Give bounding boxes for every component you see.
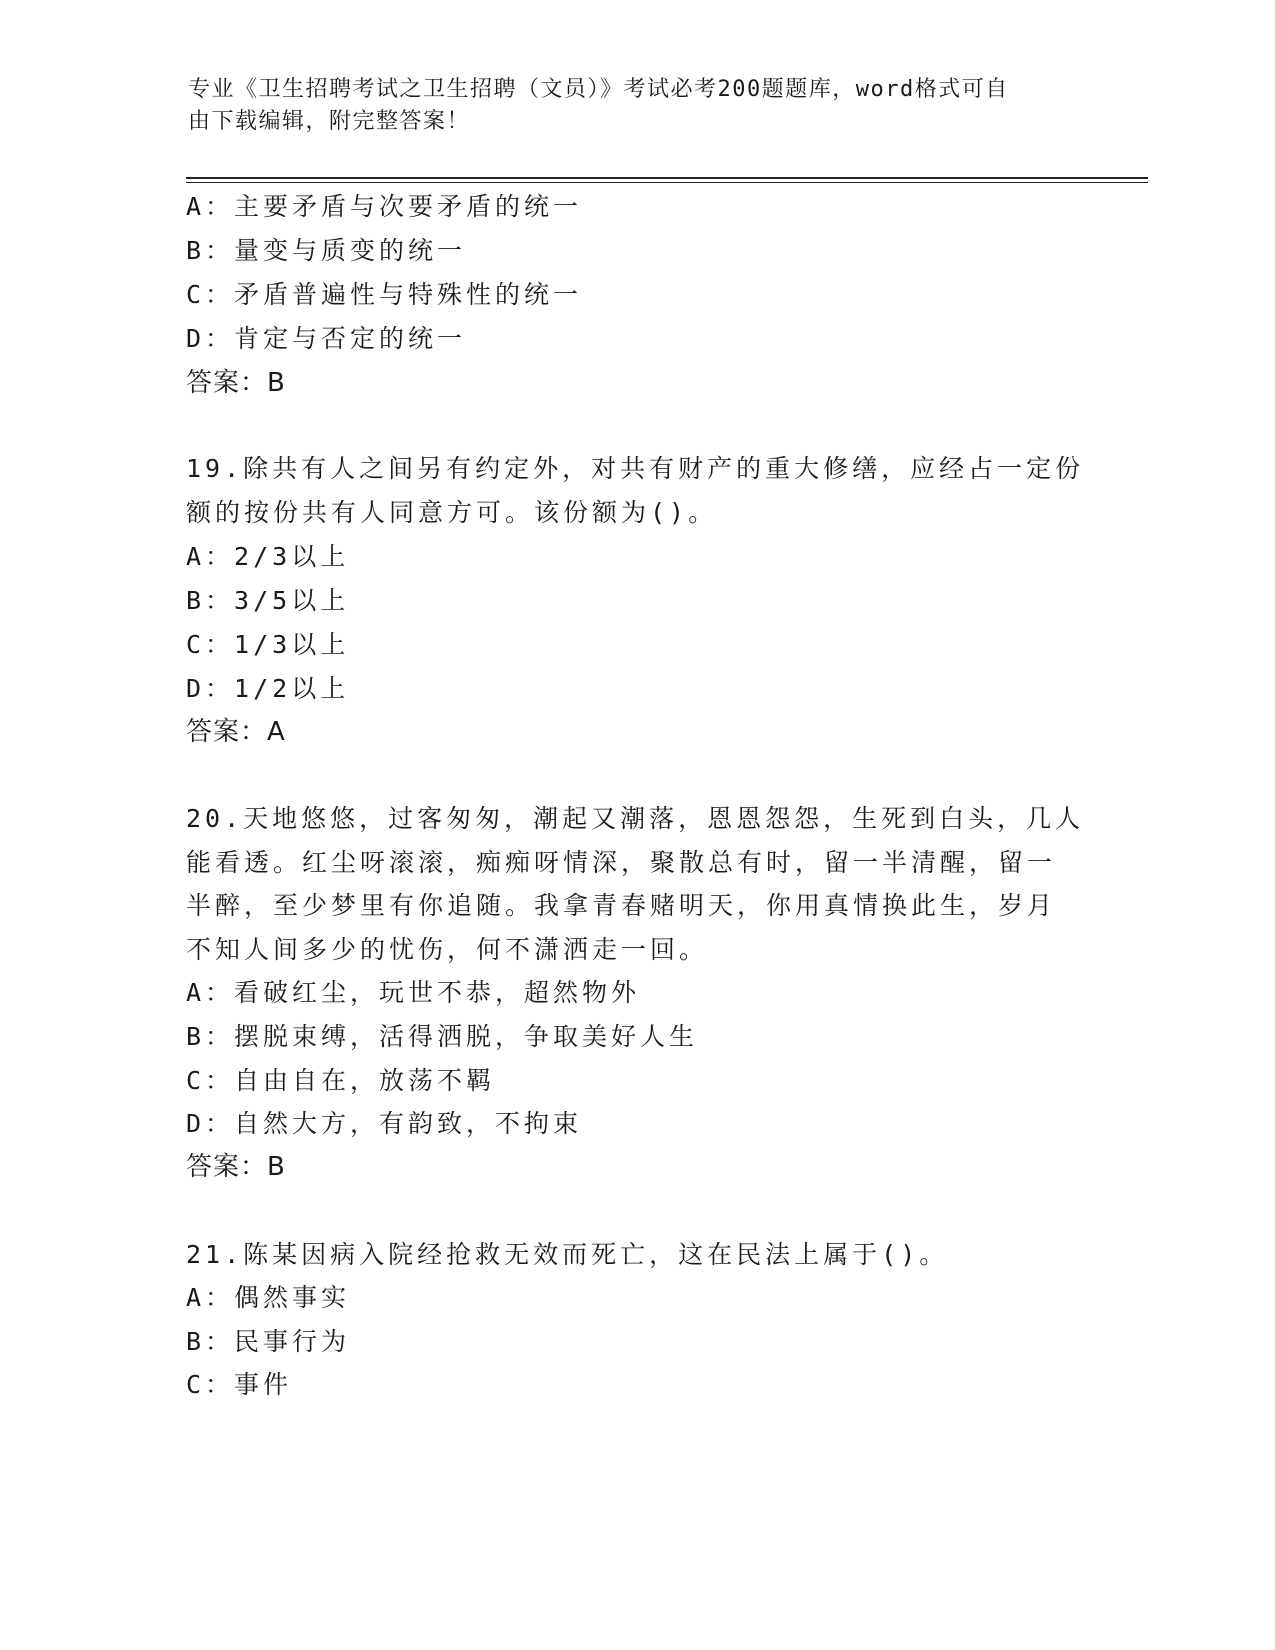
q19-stem-line-2: 额的按份共有人同意方可。该份额为()。 [186,498,718,527]
q20-option-c: C：自由自在，放荡不羁 [186,1066,496,1095]
q20-stem-line-3: 半醉，至少梦里有你追随。我拿青春赌明天，你用真情换此生，岁月 [186,891,1057,920]
q21-option-b: B：民事行为 [186,1327,351,1356]
q20-option-d: D：自然大方，有韵致，不拘束 [186,1109,583,1138]
q18-option-c: C：矛盾普遍性与特殊性的统一 [186,280,583,309]
document-header [188,74,1068,138]
q18-option-d: D：肯定与否定的统一 [186,324,467,353]
header-line-2: 由下载编辑，附完整答案！ [188,109,471,134]
q18-option-b: B：量变与质变的统一 [186,236,467,265]
q19-option-c: C：1/3以上 [186,630,350,659]
q20-stem-line-1: 20.天地悠悠，过客匆匆，潮起又潮落，恩恩怨怨，生死到白头，几人 [186,804,1085,833]
header-rule-thick [186,177,1148,179]
q18-answer: 答案：B [186,368,286,398]
q19-answer: 答案：A [186,717,286,747]
q21-option-c: C：事件 [186,1370,293,1399]
q19-stem-line-1: 19.除共有人之间另有约定外，对共有财产的重大修缮，应经占一定份 [186,454,1085,483]
q18-option-a: A：主要矛盾与次要矛盾的统一 [186,192,583,221]
q20-answer: 答案：B [186,1152,286,1182]
q20-option-b: B：摆脱束缚，活得洒脱，争取美好人生 [186,1022,699,1051]
q19-option-b: B：3/5以上 [186,586,350,615]
q20-option-a: A：看破红尘，玩世不恭，超然物外 [186,978,641,1007]
header-line-1: 专业《卫生招聘考试之卫生招聘（文员）》考试必考200题题库，word格式可自 [188,77,1009,102]
q20-stem-line-2: 能看透。红尘呀滚滚，痴痴呀情深，聚散总有时，留一半清醒，留一 [186,848,1057,877]
q21-option-a: A：偶然事实 [186,1283,351,1312]
header-rule-thin [186,182,1148,183]
q20-stem-line-4: 不知人间多少的忧伤，何不潇洒走一回。 [186,935,709,964]
q21-stem-line-1: 21.陈某因病入院经抢救无效而死亡，这在民法上属于()。 [186,1240,949,1269]
q19-option-d: D：1/2以上 [186,674,350,703]
q19-option-a: A：2/3以上 [186,542,350,571]
